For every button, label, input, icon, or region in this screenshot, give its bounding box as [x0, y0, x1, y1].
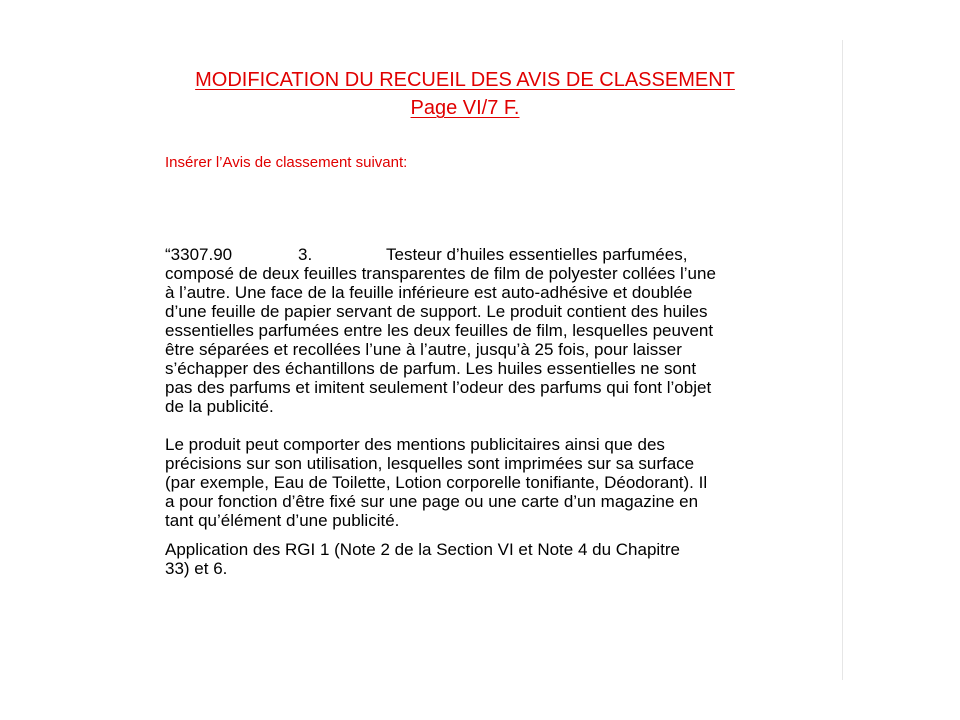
text-line: Le produit peut comporter des mentions publicitaires ainsi que des [165, 435, 665, 454]
entry-paragraph-3 [165, 540, 785, 578]
entry-paragraph-2 [165, 435, 785, 530]
text-line: s’échapper des échantillons de parfum. Les huiles essentielles ne sont [165, 359, 697, 378]
text-line: Application des RGI 1 (Note 2 de la Section VI et Note 4 du Chapitre [165, 540, 681, 559]
text-line: de la publicité. [165, 397, 274, 416]
text-line: pas des parfums et imitent seulement l’odeur des parfums qui font l’objet [165, 378, 712, 397]
text-line: tant qu’élément d’une publicité. [165, 511, 400, 530]
entry-number: 3. [298, 245, 313, 264]
entry-first-text: Testeur d’huiles essentielles parfumées, [386, 245, 688, 264]
text-line: 33) et 6. [165, 559, 228, 578]
text-line: (par exemple, Eau de Toilette, Lotion corporelle tonifiante, Déodorant). Il [165, 473, 708, 492]
page-reference: Page VI/7 F. [410, 97, 520, 119]
text-line: être séparées et recollées l’une à l’autre, jusqu’à 25 fois, pour laisser [165, 340, 682, 359]
heading-code: “3307.90 [165, 245, 233, 264]
text-line: a pour fonction d’être fixé sur une page ou une carte d’un magazine en [165, 492, 699, 511]
text-line: essentielles parfumées entre les deux feuilles de film, lesquelles peuvent [165, 321, 714, 340]
insert-instruction: Insérer l’Avis de classement suivant: [165, 154, 408, 171]
entry-paragraph-1 [165, 245, 785, 416]
text-line: d’une feuille de papier servant de support. Le produit contient des huiles [165, 302, 708, 321]
text-line: précisions sur son utilisation, lesquelles sont imprimées sur sa surface [165, 454, 695, 473]
text-line: à l’autre. Une face de la feuille inférieure est auto-adhésive et doublée [165, 283, 693, 302]
document-title: MODIFICATION DU RECUEIL DES AVIS DE CLASSEMENT [195, 69, 735, 91]
right-border-line [842, 40, 843, 680]
title-block [120, 66, 810, 122]
text-line: composé de deux feuilles transparentes de film de polyester collées l’une [165, 264, 716, 283]
entry-first-line [165, 245, 785, 264]
